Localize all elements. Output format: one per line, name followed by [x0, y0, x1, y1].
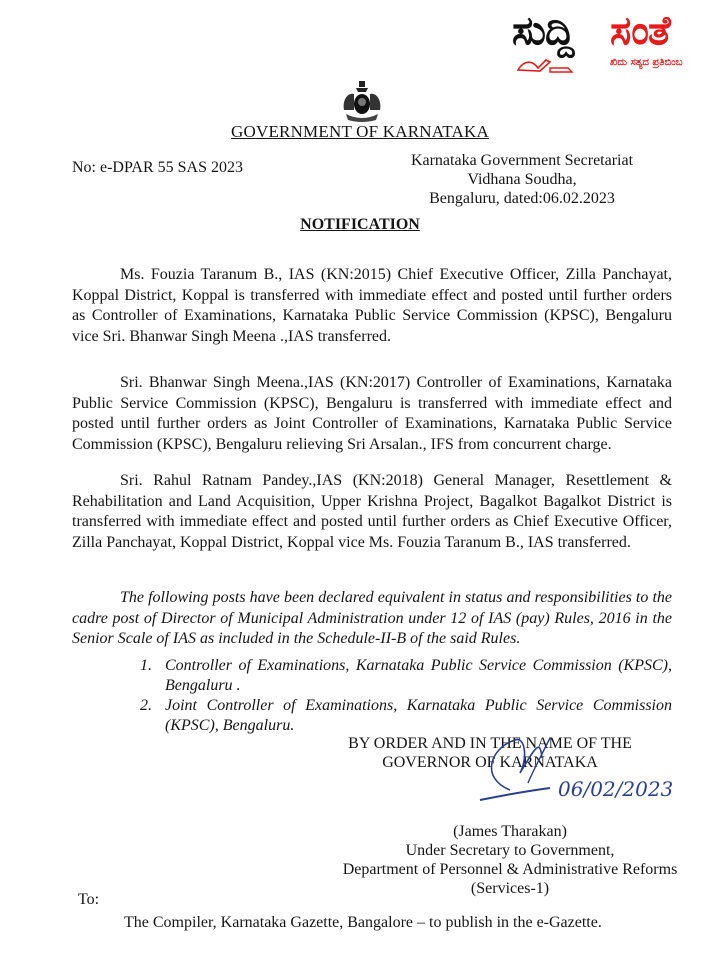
transfer-paragraph-1: Ms. Fouzia Taranum B., IAS (KN:2015) Chief Executive Officer, Zilla Panchayat, Koppal District, Koppal is transferred with immediate effect and posted until further orders as Controller of Examinations, Karnataka Public Service Commission (KPSC), Bengaluru vice Sri. Bhanwar Singh Meena .,IAS transferred.: [72, 266, 672, 345]
address-date-line: Bengaluru, dated:06.02.2023: [429, 190, 615, 207]
logo-word-black: ಸುದ್ದಿ: [512, 8, 574, 54]
signature-date: 06/02/2023: [558, 777, 674, 801]
karnataka-state-emblem-icon: [340, 80, 384, 124]
logo-tagline: ಖಿದು ಸತ್ಯದ ಪ್ರತಿಬಿಂಬ: [610, 57, 683, 68]
recipient-item: The Compiler, Karnataka Gazette, Bangalore – to publish in the e-Gazette.: [124, 914, 602, 931]
signer-department: Department of Personnel & Administrative Reforms: [342, 861, 678, 878]
list-item: [140, 656, 672, 696]
order-line-2: GOVERNOR OF KARNATAKA: [382, 754, 598, 771]
signer-name: (James Tharakan): [453, 823, 567, 840]
sudhi-sante-logo: [512, 6, 717, 76]
signer-title: Under Secretary to Government,: [405, 842, 615, 859]
signatory-block: [340, 822, 680, 898]
list-item-number: 1.: [140, 657, 152, 674]
address-line-1: Karnataka Government Secretariat: [410, 152, 634, 169]
notification-title: NOTIFICATION: [300, 216, 420, 233]
address-line-2: Vidhana Soudha,: [467, 171, 577, 188]
list-item-text: Joint Controller of Examinations, Karnataka Public Service Commission (KPSC), Bengaluru.: [165, 697, 672, 734]
issuing-office-address: [402, 151, 642, 208]
pen-writing-icon: [516, 56, 576, 79]
logo-word-red: ಸಂತೆ: [610, 8, 670, 54]
list-item-number: 2.: [140, 697, 152, 714]
recipients-label: To:: [78, 891, 100, 908]
signer-section: (Services-1): [470, 880, 550, 897]
list-item-text: Controller of Examinations, Karnataka Public Service Commission (KPSC), Bengaluru .: [165, 657, 672, 694]
reference-number: No: e-DPAR 55 SAS 2023: [72, 159, 243, 176]
order-line-1: BY ORDER AND IN THE NAME OF THE: [348, 735, 632, 752]
government-title: GOVERNMENT OF KARNATAKA: [231, 122, 489, 141]
equivalent-posts-list: [140, 656, 672, 736]
transfer-paragraph-2: Sri. Bhanwar Singh Meena.,IAS (KN:2017) Controller of Examinations, Karnataka Public Service Commission (KPSC), Bengaluru is transferred with immediate effect and posted until further orders as Joint Controller of Examinations, Karnataka Public Service Commission (KPSC), Bengaluru relieving Sri Arsalan., IFS from concurrent charge.: [72, 374, 672, 453]
transfer-paragraph-3: Sri. Rahul Ratnam Pandey.,IAS (KN:2018) General Manager, Resettlement & Rehabilitation and Land Acquisition, Upper Krishna Project, Bagalkot Bagalkot District is transferred with immediate effect and posted until further orders as Chief Executive Officer, Zilla Panchayat, Koppal District, Koppal vice Ms. Fouzia Taranum B., IAS transferred.: [72, 472, 672, 551]
handwritten-signature: [440, 728, 690, 823]
equivalence-paragraph: The following posts have been declared equivalent in status and responsibilities to the cadre post of Director of Municipal Administration under 12 of IAS (pay) Rules, 2016 in the Senior Scale of IAS as included in the Schedule-II-B of the said Rules.: [72, 589, 672, 647]
